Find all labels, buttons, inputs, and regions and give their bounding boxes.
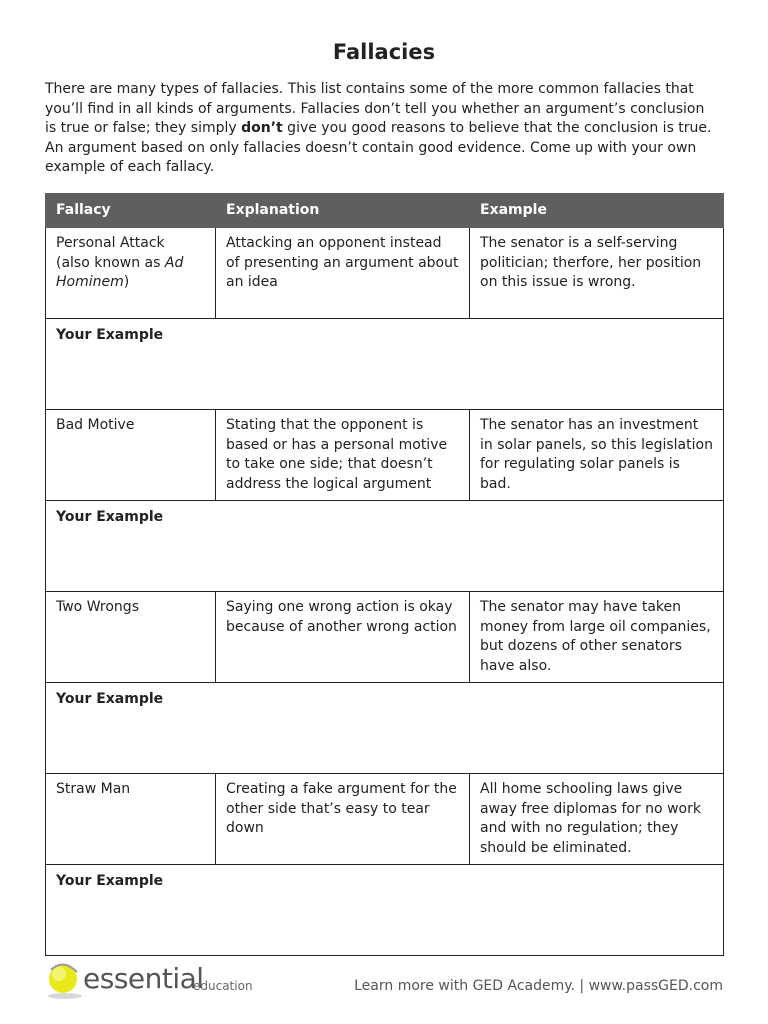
table-row <box>46 410 724 501</box>
your-example-cell[interactable]: Your Example <box>46 501 724 592</box>
fallacies-table <box>45 193 724 956</box>
example-cell: The senator has an investment in solar panels, so this legislation for regulating solar panels is bad. <box>470 410 724 501</box>
intro-text: is true or false; they simply <box>45 120 242 136</box>
your-example-row <box>46 501 724 592</box>
your-example-cell[interactable]: Your Example <box>46 319 724 410</box>
logo-circle-icon <box>45 960 85 1000</box>
table-row <box>46 592 724 683</box>
fallacy-cell <box>46 228 216 319</box>
fallacy-cell: Straw Man <box>46 774 216 865</box>
intro-emphasis: don’t <box>241 120 283 136</box>
header-fallacy: Fallacy <box>46 194 216 228</box>
footer-link[interactable]: Learn more with GED Academy. | www.passGED.com <box>354 978 723 994</box>
intro-line: example of each fallacy. <box>45 159 215 175</box>
intro-text: give you good reasons to believe that the conclusion is true. <box>282 120 712 136</box>
intro-line: There are many types of fallacies. This list contains some of the more common fallacies that <box>45 81 694 97</box>
example-cell: The senator is a self-serving politician; therfore, her position on this issue is wrong. <box>470 228 724 319</box>
explanation-cell: Creating a fake argument for the other side that’s easy to tear down <box>216 774 470 865</box>
explanation-cell: Attacking an opponent instead of presenting an argument about an idea <box>216 228 470 319</box>
example-cell: The senator may have taken money from large oil companies, but dozens of other senators have also. <box>470 592 724 683</box>
table-row <box>46 774 724 865</box>
your-example-cell[interactable]: Your Example <box>46 683 724 774</box>
fallacy-cell: Two Wrongs <box>46 592 216 683</box>
logo-word: essential <box>83 962 204 995</box>
intro-line: An argument based on only fallacies doesn’t contain good evidence. Come up with your own <box>45 139 697 156</box>
intro-paragraph <box>45 80 725 178</box>
example-cell: All home schooling laws give away free diplomas for no work and with no regulation; they should be eliminated. <box>470 774 724 865</box>
fallacy-note: ) <box>123 274 130 291</box>
fallacy-note-italic: Ad Hominem <box>56 254 184 291</box>
header-example: Example <box>470 194 724 228</box>
your-example-cell[interactable]: Your Example <box>46 865 724 956</box>
fallacy-note: (also known as <box>56 254 165 271</box>
intro-line <box>45 119 725 139</box>
your-example-row <box>46 319 724 410</box>
explanation-cell: Stating that the opponent is based or has a personal motive to take one side; that doesn’t address the logical argument <box>216 410 470 501</box>
table-row <box>46 228 724 319</box>
header-explanation: Explanation <box>216 194 470 228</box>
fallacy-cell: Bad Motive <box>46 410 216 501</box>
intro-line: you’ll find in all kinds of arguments. Fallacies don’t tell you whether an argument’s conclusion <box>45 100 705 117</box>
your-example-row <box>46 865 724 956</box>
logo-sub: education <box>193 979 253 993</box>
explanation-cell: Saying one wrong action is okay because of another wrong action <box>216 592 470 683</box>
fallacy-name: Personal Attack <box>56 235 165 251</box>
your-example-row <box>46 683 724 774</box>
table-header-row <box>46 194 724 228</box>
essential-education-logo <box>45 960 265 1000</box>
page-title: Fallacies <box>332 40 436 64</box>
